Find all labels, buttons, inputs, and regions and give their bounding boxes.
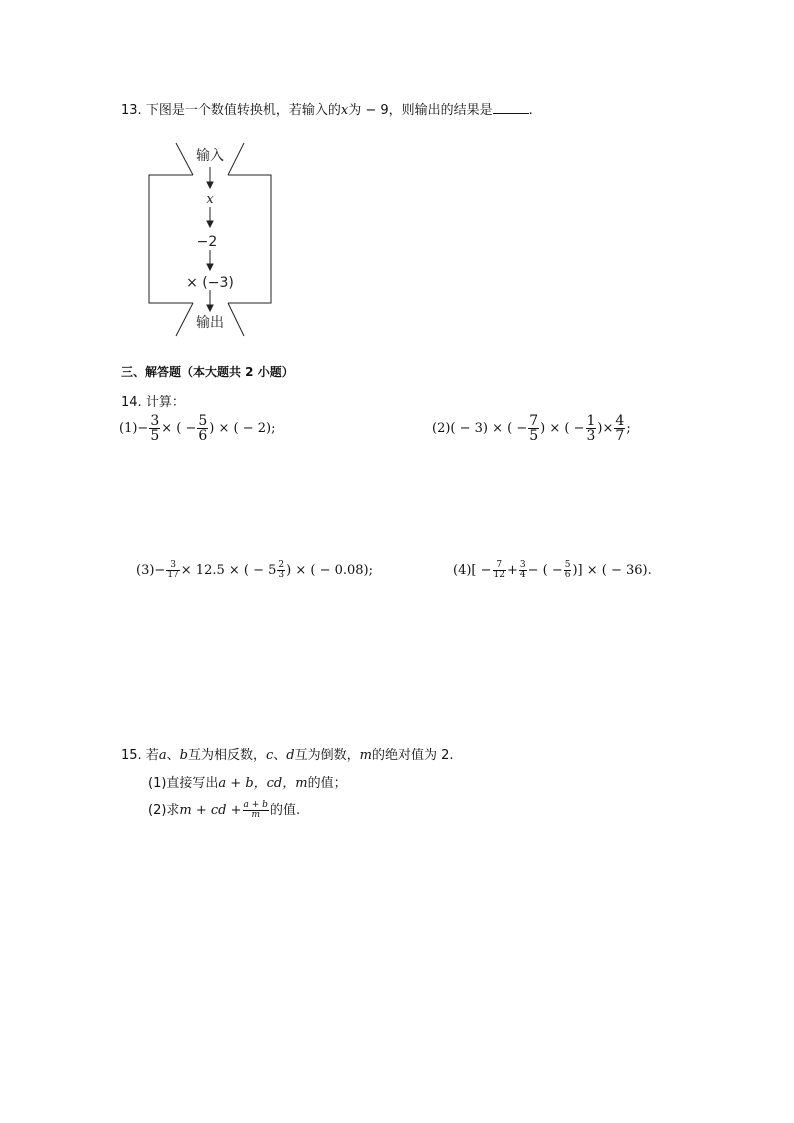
diagram-step-x: x: [206, 192, 214, 207]
q15-s1-expr: a + b，cd，m: [218, 776, 308, 791]
q14-p3-frac2-num: 2: [278, 560, 285, 570]
q14-p3-frac1: [166, 561, 179, 580]
diagram-input-label: 输入: [196, 148, 224, 164]
q14-p2-label: (2): [432, 421, 451, 436]
section-3-title: 三、解答题（本大题共 2 小题）: [121, 365, 294, 379]
q14-p2-frac3-num: 4: [615, 413, 625, 429]
q14-p1-frac1: [149, 414, 160, 443]
q14-p2-frac2-num: 1: [586, 413, 596, 429]
q14-p2-t3: )×: [597, 421, 614, 436]
arrow-3-head: [207, 264, 213, 270]
frame-right-bracket: [228, 175, 271, 303]
q14-p4-frac1-num: 7: [496, 560, 503, 570]
q14-p3-frac2: [277, 561, 285, 580]
q14-p1-frac2-num: 5: [198, 413, 208, 429]
q14-p3-label: (3): [136, 563, 155, 578]
q13-number: 13.: [121, 103, 142, 118]
q14-p2-frac3: [614, 414, 625, 443]
arrow-4-head: [207, 305, 213, 311]
diagram-step-minus-2: −2: [196, 234, 218, 250]
q14-p4-frac2-den: 4: [519, 570, 526, 580]
q14-p4-frac2: [519, 561, 527, 580]
arrow-1-head: [207, 182, 213, 188]
q13-answer-blank[interactable]: [493, 101, 529, 114]
q14-part-4: [453, 561, 652, 580]
q15-s1-label: (1)直接写出: [148, 776, 219, 791]
q15-text-i: 互为倒数，: [294, 748, 360, 763]
q14-p3-t3: ) × ( − 0.08);: [286, 563, 374, 578]
q14-p3-t2: × 12.5 × ( − 5: [180, 563, 277, 578]
q14-intro: 计算：: [145, 395, 185, 410]
q13-text-end: .: [528, 103, 533, 118]
arrow-2-head: [207, 221, 213, 227]
q14-p2-t2: ) × ( −: [540, 421, 585, 436]
q15-text-k: 的绝对值为 2.: [371, 748, 454, 763]
q14-p3-frac1-num: 3: [170, 560, 176, 570]
q14-part-1: [119, 414, 275, 443]
q13-line: [121, 99, 533, 118]
q14-p3-frac1-den: 17: [167, 570, 179, 580]
q14-p4-t1: [ −: [471, 563, 492, 578]
q14-p2-frac1-num: 7: [529, 413, 539, 429]
diagram-svg: [145, 140, 275, 340]
q14-p2-t4: ;: [626, 421, 631, 436]
q15-text-c: 、: [166, 748, 180, 763]
q14-part-3: [136, 561, 373, 580]
q14-p4-frac3-den: 6: [564, 570, 571, 580]
q15-line-1: [121, 744, 453, 763]
q14-p1-label: (1): [119, 421, 138, 436]
conversion-machine-diagram: [145, 140, 275, 340]
q15-var-b: b: [179, 748, 188, 763]
q14-p1-frac1-num: 3: [150, 413, 160, 429]
q15-text-e: 互为相反数，: [187, 748, 266, 763]
top-funnel-right-line: [228, 143, 244, 175]
q15-var-a: a: [158, 748, 167, 763]
q14-p1-frac2: [197, 414, 208, 443]
q13-text-mid: 为 − 9，则输出的结果是: [348, 103, 493, 118]
bottom-funnel-left-line: [176, 303, 193, 336]
q14-p3-t1: −: [154, 563, 166, 578]
q15-text-a: 若: [145, 748, 159, 763]
q15-text-g: 、: [273, 748, 287, 763]
q14-p1-frac2-den: 6: [198, 428, 208, 444]
diagram-output-label: 输出: [196, 315, 224, 331]
q14-p4-t3: − ( −: [527, 563, 563, 578]
q14-p2-t1: ( − 3) × ( −: [450, 421, 528, 436]
q14-p4-frac3: [564, 561, 572, 580]
diagram-step-times-neg3: × (−3): [186, 275, 234, 291]
q14-p1-t2: × ( −: [161, 421, 197, 436]
q14-p4-frac2-num: 3: [519, 560, 526, 570]
q15-var-c: c: [265, 748, 274, 763]
q15-var-m: m: [359, 748, 372, 763]
q15-s2-expr: m + cd +: [179, 803, 242, 818]
q14-p2-frac1: [528, 414, 539, 443]
q14-p4-frac3-num: 5: [564, 560, 571, 570]
q14-p4-frac1-den: 12: [493, 570, 505, 580]
q15-s2-label: (2)求: [148, 803, 180, 818]
top-funnel-left-line: [176, 143, 193, 175]
q14-p4-t2: +: [506, 563, 518, 578]
q13-var: x: [340, 103, 349, 118]
q15-var-d: d: [286, 748, 295, 763]
q15-number: 15.: [121, 748, 142, 763]
q14-part-2: [432, 414, 631, 443]
q14-p1-t3: ) × ( − 2);: [209, 421, 276, 436]
q14-number: 14.: [121, 395, 142, 410]
q14-p4-t4: )] × ( − 36).: [572, 563, 652, 578]
q15-sub-2: [148, 799, 300, 820]
q14-p4-frac1: [493, 561, 506, 580]
q14-p2-frac2: [586, 414, 597, 443]
q13-text-before: 下图是一个数值转换机，若输入的: [145, 103, 341, 118]
q14-p1-frac1-den: 5: [150, 428, 160, 444]
q15-sub-1: [148, 772, 347, 791]
q14-p1-t1: −: [137, 421, 149, 436]
q15-s2-frac: [243, 801, 269, 820]
q14-p4-label: (4): [453, 563, 472, 578]
q14-p2-frac1-den: 5: [529, 428, 539, 444]
q15-s2-frac-num: a + b: [243, 800, 268, 810]
q15-s2-end: 的值.: [269, 803, 301, 818]
q14-intro-line: [121, 391, 185, 410]
q15-s2-frac-den: m: [243, 810, 269, 820]
q15-s1-end: 的值；: [307, 776, 347, 791]
q14-p2-frac3-den: 7: [615, 428, 625, 444]
bottom-funnel-right-line: [228, 303, 244, 336]
q14-p3-frac2-den: 3: [278, 570, 285, 580]
q14-p2-frac2-den: 3: [586, 428, 596, 444]
